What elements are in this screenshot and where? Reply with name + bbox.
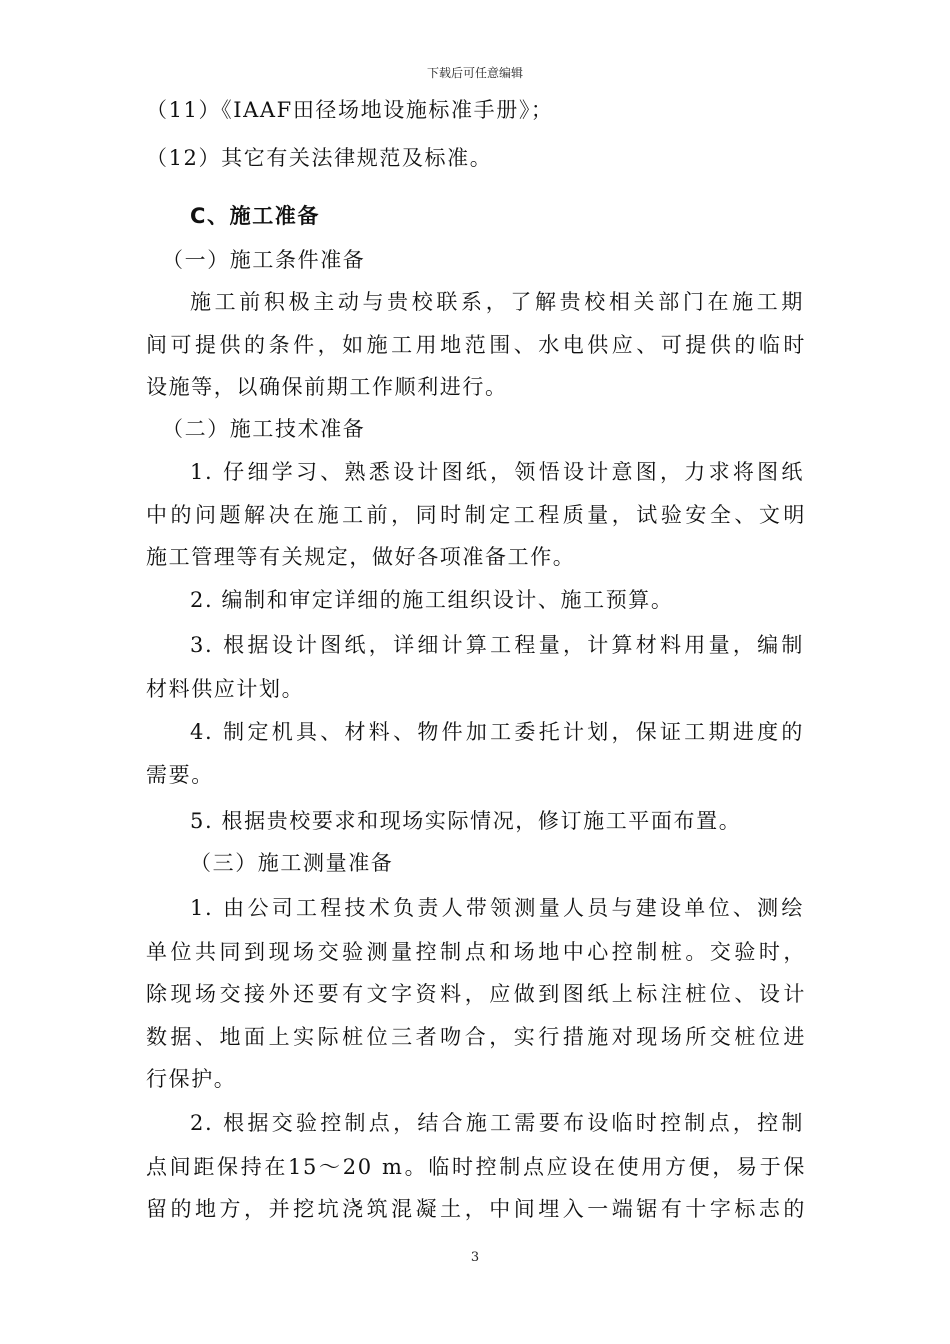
paragraph-line: 3. 根据设计图纸，详细计算工程量，计算材料用量，编制 bbox=[190, 633, 804, 657]
paragraph-line: 5. 根据贵校要求和现场实际情况，修订施工平面布置。 bbox=[190, 809, 742, 833]
paragraph-line: 除现场交接外还要有文字资料，应做到图纸上标注桩位、设计 bbox=[146, 982, 806, 1006]
subsection-heading-3: （三）施工测量准备 bbox=[190, 851, 394, 875]
page-header: 下载后可任意编辑 bbox=[426, 66, 523, 80]
paragraph-line: 施工前积极主动与贵校联系，了解贵校相关部门在施工期 bbox=[190, 290, 804, 314]
paragraph-line: 2. 根据交验控制点，结合施工需要布设临时控制点，控制 bbox=[190, 1111, 804, 1135]
paragraph-line: 点间距保持在15～20 m。临时控制点应设在使用方便，易于保 bbox=[146, 1155, 806, 1179]
paragraph-line: 1. 由公司工程技术负责人带领测量人员与建设单位、测绘 bbox=[190, 896, 804, 920]
subsection-heading-1: （一）施工条件准备 bbox=[162, 248, 366, 272]
paragraph-line: 单位共同到现场交验测量控制点和场地中心控制桩。交验时， bbox=[146, 940, 806, 964]
paragraph-line: 1. 仔细学习、熟悉设计图纸，领悟设计意图，力求将图纸 bbox=[190, 460, 804, 484]
paragraph-line: 材料供应计划。 bbox=[146, 677, 305, 701]
paragraph-line: 行保护。 bbox=[146, 1067, 237, 1091]
section-heading: C、施工准备 bbox=[190, 204, 321, 228]
list-item-12: （12）其它有关法律规范及标准。 bbox=[146, 146, 493, 170]
paragraph-line: 数据、地面上实际桩位三者吻合，实行措施对现场所交桩位进 bbox=[146, 1025, 806, 1049]
paragraph-line: 施工管理等有关规定，做好各项准备工作。 bbox=[146, 545, 576, 569]
paragraph-line: 间可提供的条件，如施工用地范围、水电供应、可提供的临时 bbox=[146, 333, 806, 357]
paragraph-line: 中的问题解决在施工前，同时制定工程质量，试验安全、文明 bbox=[146, 503, 806, 527]
subsection-heading-2: （二）施工技术准备 bbox=[162, 417, 366, 441]
paragraph-line: 需要。 bbox=[146, 763, 214, 787]
paragraph-line: 留的地方，并挖坑浇筑混凝土，中间埋入一端锯有十字标志的 bbox=[146, 1197, 806, 1221]
paragraph-line: 设施等，以确保前期工作顺利进行。 bbox=[146, 375, 508, 399]
paragraph-line: 4. 制定机具、材料、物件加工委托计划，保证工期进度的 bbox=[190, 720, 804, 744]
paragraph-line: 2. 编制和审定详细的施工组织设计、施工预算。 bbox=[190, 588, 674, 612]
list-item-11: （11）《IAAF田径场地设施标准手册》； bbox=[146, 98, 554, 122]
page-number: 3 bbox=[470, 1250, 480, 1265]
